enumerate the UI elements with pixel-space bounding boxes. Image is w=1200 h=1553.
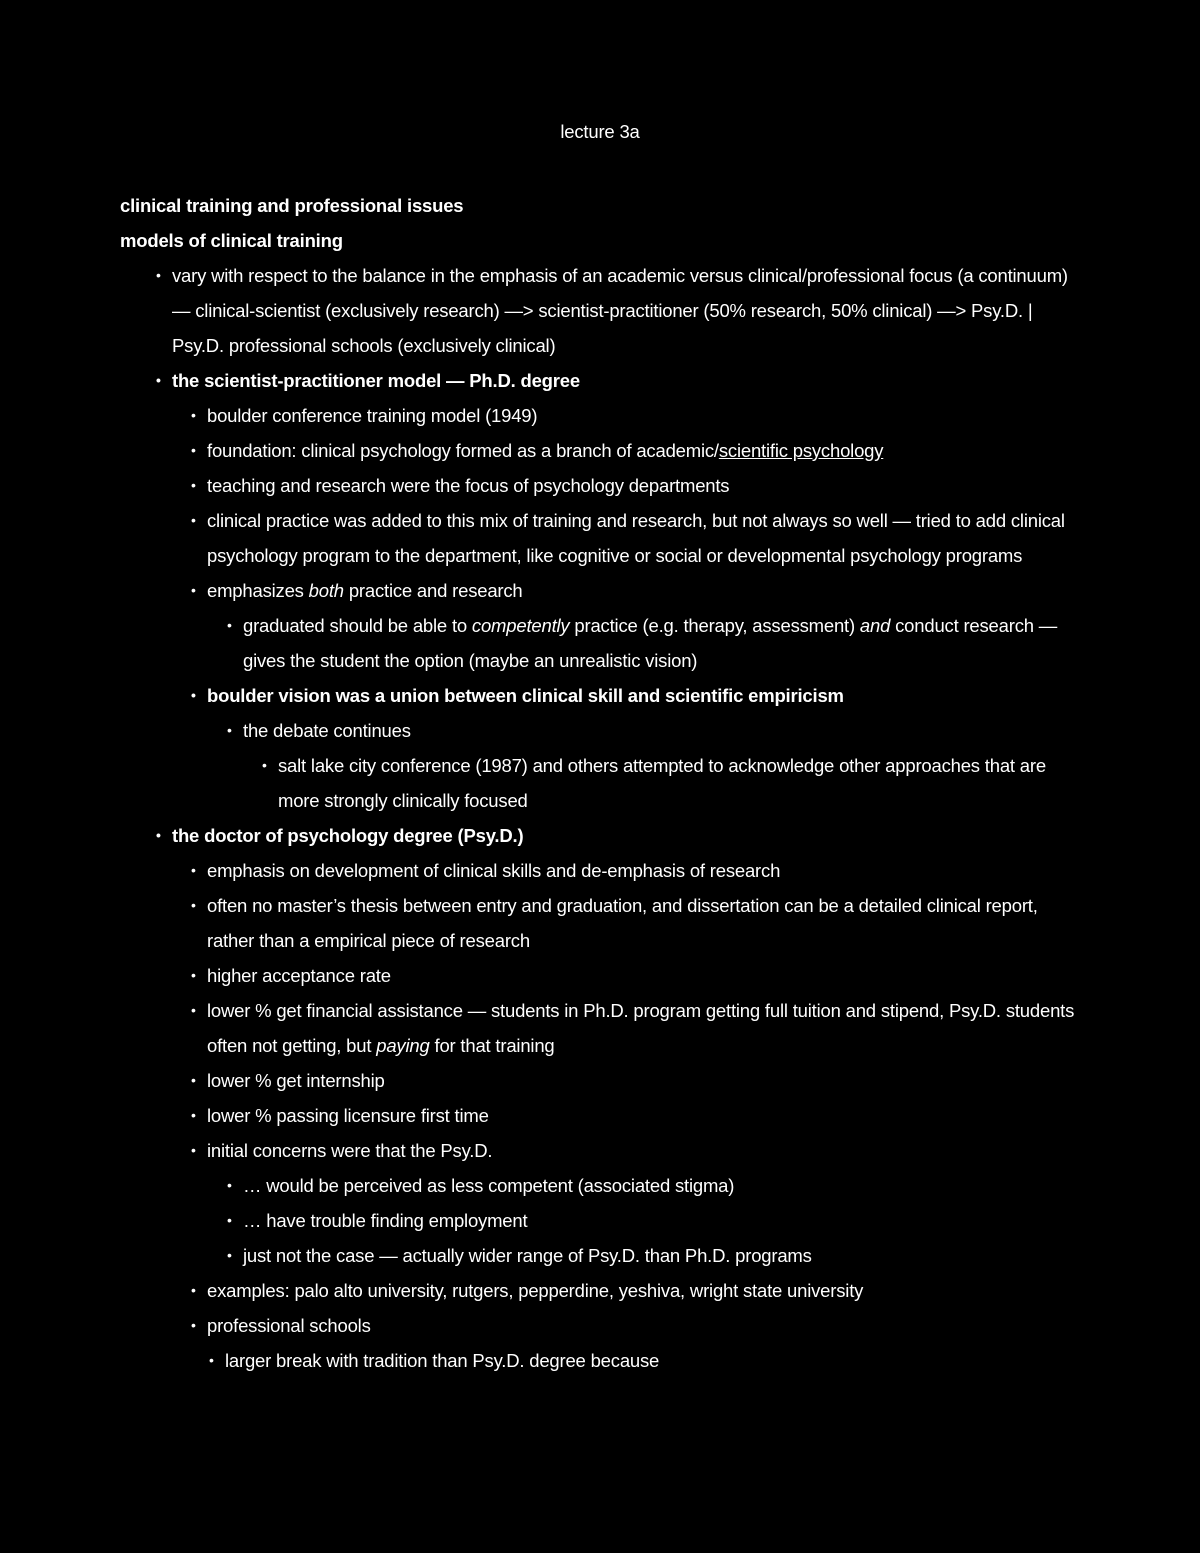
bullet-icon: • bbox=[191, 687, 196, 703]
item-text: professional schools bbox=[207, 1315, 371, 1336]
list-item bbox=[120, 993, 1080, 1063]
list-item bbox=[120, 1308, 1080, 1343]
bullet-icon: • bbox=[156, 372, 161, 388]
bullet-icon: • bbox=[191, 512, 196, 528]
list-item bbox=[120, 1098, 1080, 1133]
bullet-icon: • bbox=[191, 582, 196, 598]
bullet-icon: • bbox=[227, 1212, 232, 1228]
list-item bbox=[120, 1273, 1080, 1308]
page-title: lecture 3a bbox=[560, 121, 640, 142]
bullet-icon: • bbox=[191, 1142, 196, 1158]
section-heading: clinical training and professional issues bbox=[120, 195, 464, 216]
item-text: the debate continues bbox=[243, 720, 411, 741]
bullet-icon: • bbox=[191, 1282, 196, 1298]
list-item bbox=[120, 853, 1080, 888]
item-text: conduct research — gives the student the option (maybe an unrealistic vision) bbox=[243, 615, 1058, 671]
item-text: initial concerns were that the Psy.D. bbox=[207, 1140, 493, 1161]
bullet-icon: • bbox=[209, 1352, 214, 1368]
bullet-icon: • bbox=[191, 1002, 196, 1018]
item-text: lower % get financial assistance — students in Ph.D. program getting full tuition and stipend, Psy.D. students often not getting, but bbox=[207, 1000, 1075, 1056]
list-item bbox=[120, 748, 1080, 818]
item-text: emphasizes bbox=[207, 580, 309, 601]
bullet-icon: • bbox=[227, 617, 232, 633]
list-item bbox=[120, 503, 1080, 573]
item-text: foundation: clinical psychology formed as a branch of academic/ bbox=[207, 440, 719, 461]
item-text: … have trouble finding employment bbox=[243, 1210, 528, 1231]
item-text: salt lake city conference (1987) and others attempted to acknowledge other approaches that are more strongly clinically focused bbox=[278, 755, 1046, 811]
item-text: just not the case — actually wider range of Psy.D. than Ph.D. programs bbox=[243, 1245, 812, 1266]
list-item bbox=[120, 573, 1080, 608]
list-item bbox=[120, 1238, 1080, 1273]
list-item bbox=[120, 1203, 1080, 1238]
bullet-icon: • bbox=[262, 757, 267, 773]
list-item bbox=[120, 1168, 1080, 1203]
item-text: teaching and research were the focus of psychology departments bbox=[207, 475, 730, 496]
emphasis-text: competently bbox=[471, 615, 570, 636]
list-item bbox=[120, 398, 1080, 433]
list-item bbox=[120, 713, 1080, 748]
item-text: lower % passing licensure first time bbox=[207, 1105, 489, 1126]
list-item bbox=[120, 1343, 1080, 1378]
item-text: the scientist-practitioner model — Ph.D. degree bbox=[172, 370, 580, 391]
emphasis-text: both bbox=[308, 580, 344, 601]
bullet-icon: • bbox=[227, 1247, 232, 1263]
list-item bbox=[120, 958, 1080, 993]
item-text: lower % get internship bbox=[207, 1070, 385, 1091]
item-text: graduated should be able to bbox=[243, 615, 472, 636]
item-text: boulder vision was a union between clinical skill and scientific empiricism bbox=[207, 685, 844, 706]
item-text: examples: palo alto university, rutgers, pepperdine, yeshiva, wright state university bbox=[207, 1280, 864, 1301]
bullet-icon: • bbox=[191, 1107, 196, 1123]
bullet-icon: • bbox=[191, 442, 196, 458]
item-text: … would be perceived as less competent (associated stigma) bbox=[243, 1175, 735, 1196]
scientific-psychology-link[interactable]: scientific psychology bbox=[718, 440, 884, 461]
list-item bbox=[120, 258, 1080, 363]
item-text: emphasis on development of clinical skills and de-emphasis of research bbox=[207, 860, 781, 881]
document-body bbox=[120, 189, 1080, 1378]
list-item bbox=[120, 363, 1080, 398]
bullet-icon: • bbox=[191, 897, 196, 913]
item-text: vary with respect to the balance in the emphasis of an academic versus clinical/professional focus (a continuum) — clinical-scientist (exclusively research) —> scientist-practitioner (50% research, 50% clinical) —> Psy.D. | Psy.D. professional schools (exclusively clinical) bbox=[172, 265, 1068, 356]
item-text: practice and research bbox=[343, 580, 523, 601]
item-text: larger break with tradition than Psy.D. degree because bbox=[225, 1350, 660, 1371]
bullet-icon: • bbox=[227, 722, 232, 738]
emphasis-text: and bbox=[859, 615, 891, 636]
item-text: boulder conference training model (1949) bbox=[207, 405, 538, 426]
item-text: practice (e.g. therapy, assessment) bbox=[569, 615, 860, 636]
emphasis-text: paying bbox=[376, 1035, 430, 1056]
list-item bbox=[120, 1133, 1080, 1168]
bullet-icon: • bbox=[191, 477, 196, 493]
bullet-icon: • bbox=[227, 1177, 232, 1193]
item-text: higher acceptance rate bbox=[207, 965, 391, 986]
bullet-icon: • bbox=[156, 827, 161, 843]
list-item bbox=[120, 818, 1080, 853]
list-item bbox=[120, 1063, 1080, 1098]
bullet-icon: • bbox=[191, 407, 196, 423]
list-item bbox=[120, 468, 1080, 503]
item-text: often no master’s thesis between entry and graduation, and dissertation can be a detailed clinical report, rather than a empirical piece of research bbox=[207, 895, 1038, 951]
subsection-heading: models of clinical training bbox=[120, 229, 343, 251]
list-item bbox=[120, 608, 1080, 678]
item-text: clinical practice was added to this mix of training and research, but not always so well — tried to add clinical psychology program to the department, like cognitive or social or developmental psychology programs bbox=[207, 510, 1065, 566]
bullet-icon: • bbox=[156, 267, 161, 283]
list-item bbox=[120, 678, 1080, 713]
item-text: the doctor of psychology degree (Psy.D.) bbox=[172, 825, 524, 846]
bullet-icon: • bbox=[191, 1317, 196, 1333]
bullet-icon: • bbox=[191, 862, 196, 878]
list-item bbox=[120, 433, 1080, 468]
bullet-icon: • bbox=[191, 967, 196, 983]
item-text: for that training bbox=[429, 1035, 555, 1056]
list-item bbox=[120, 888, 1080, 958]
bullet-icon: • bbox=[191, 1072, 196, 1088]
